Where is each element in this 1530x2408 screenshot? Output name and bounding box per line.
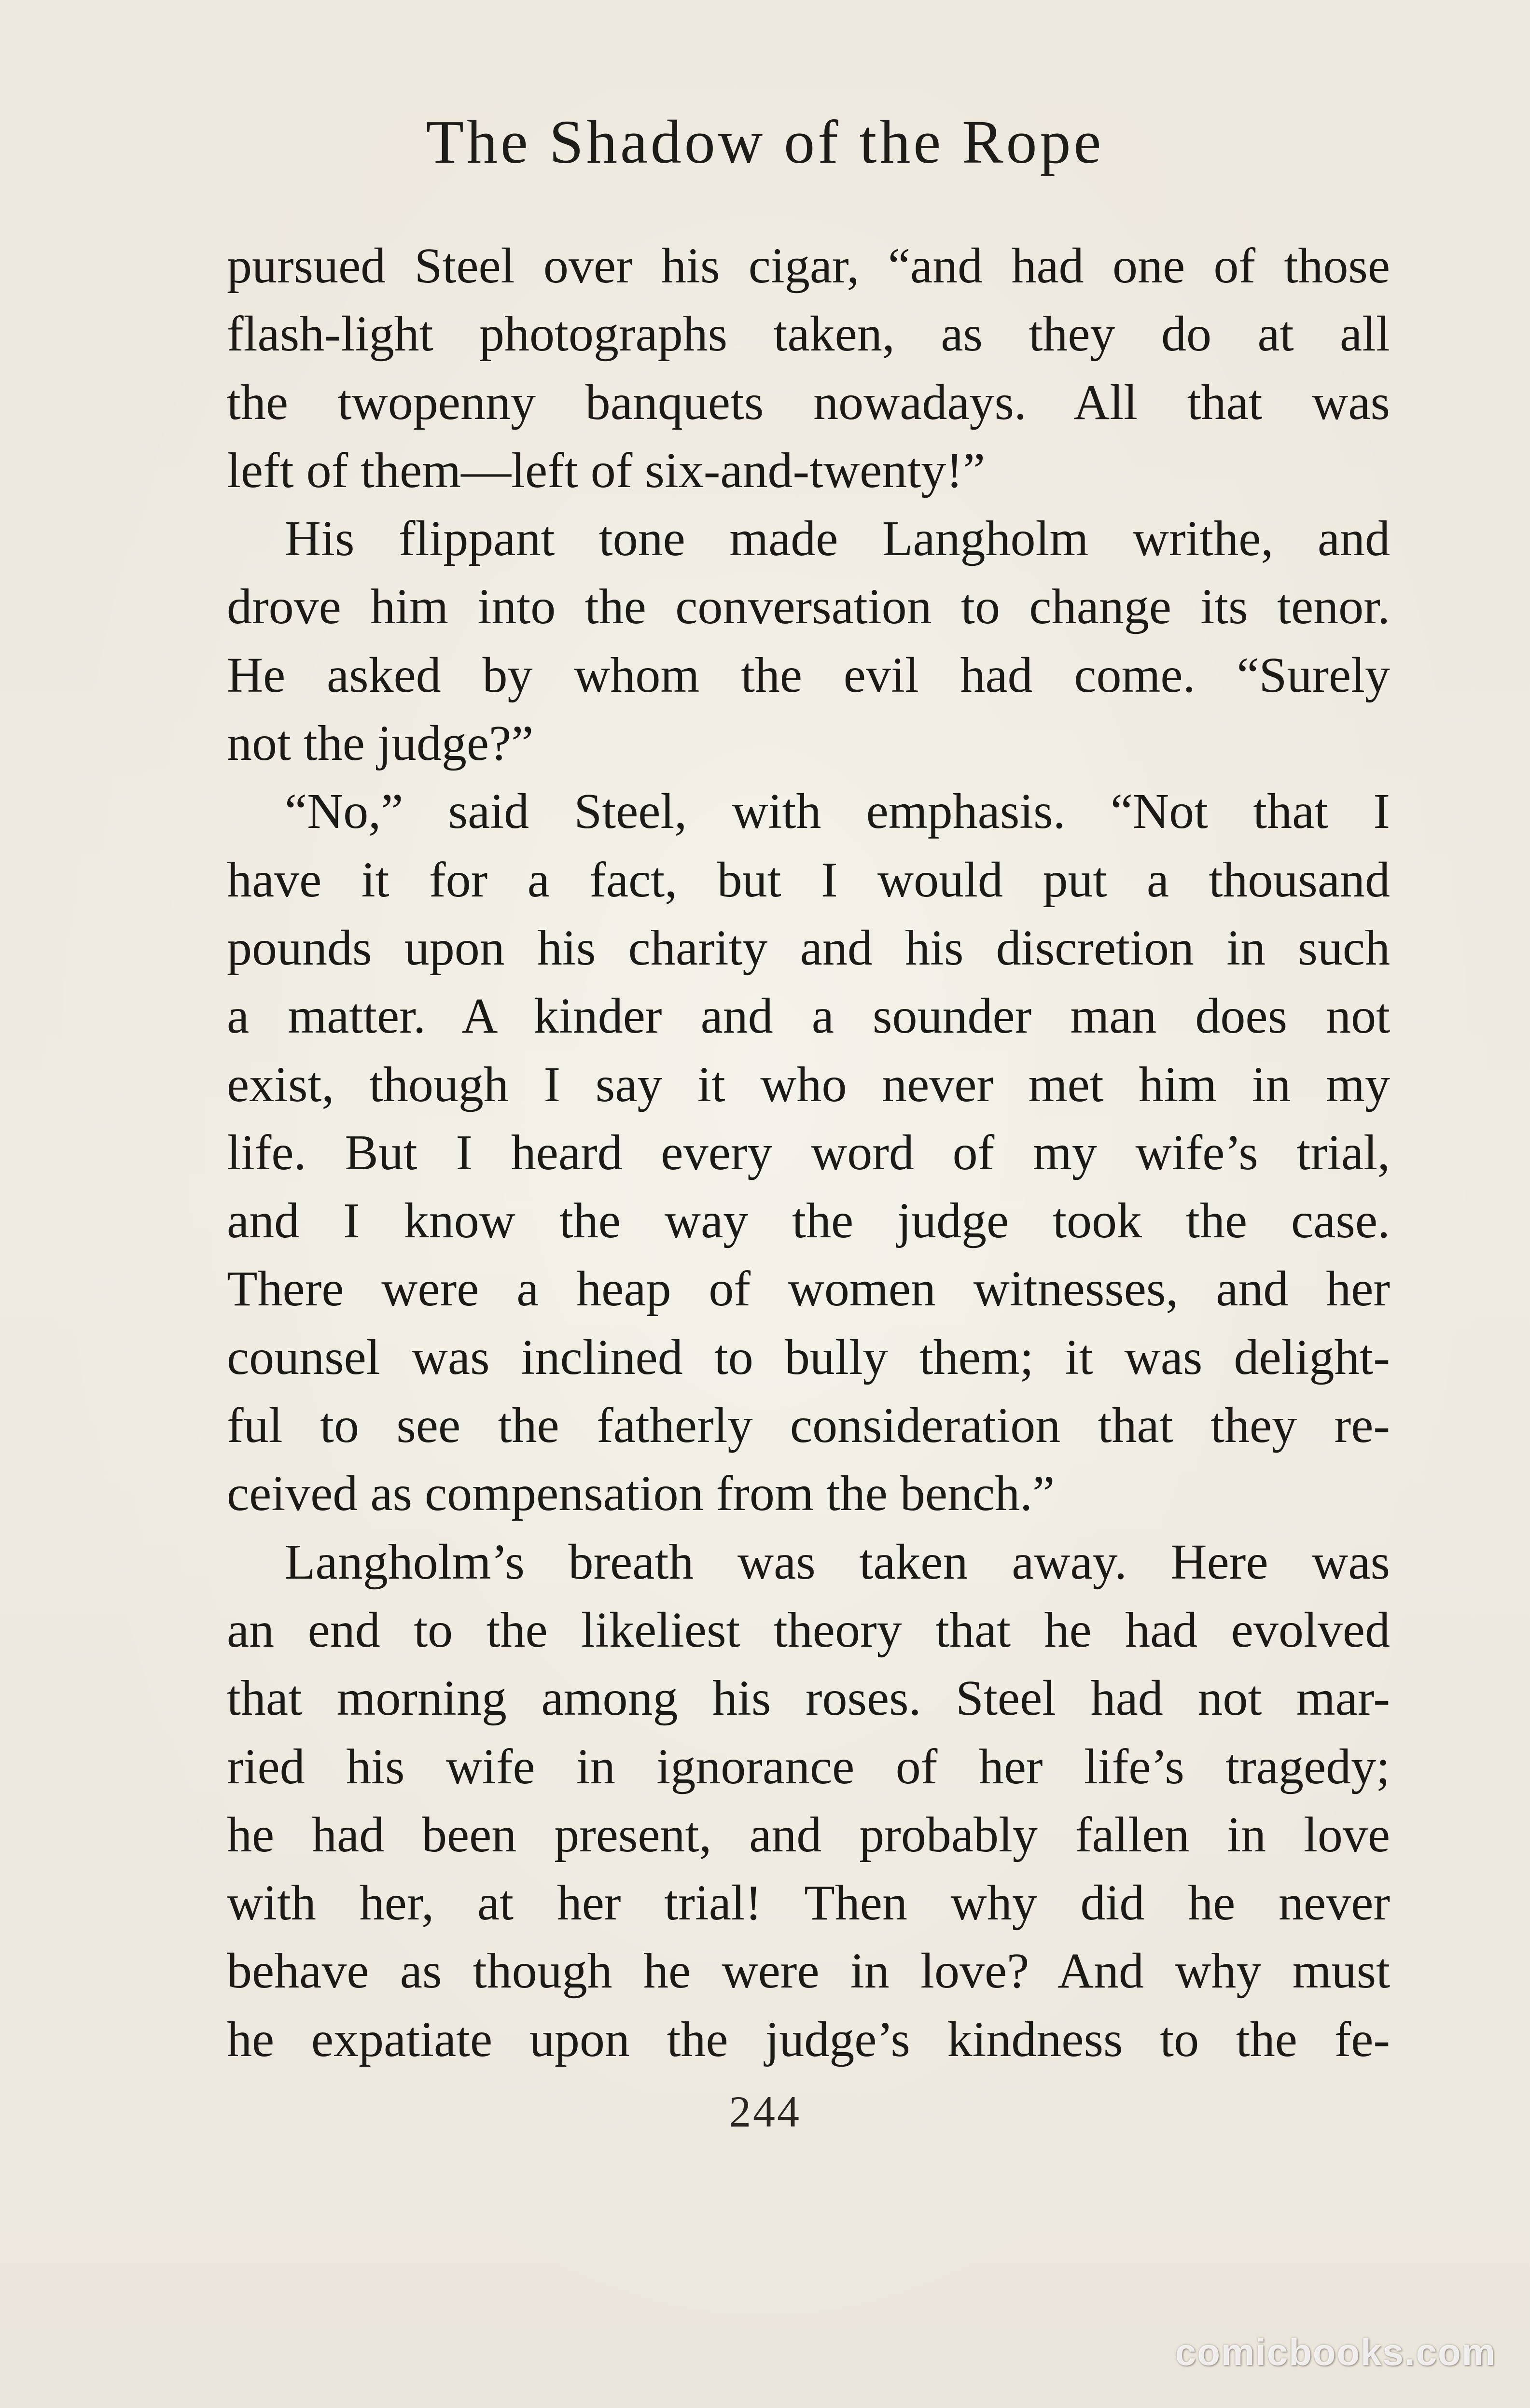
text-line: pursued Steel over his cigar, “and had one of those — [227, 238, 1390, 294]
text-line: have it for a fact, but I would put a thousand — [227, 852, 1390, 908]
text-line: a matter. A kinder and a sounder man does not — [227, 988, 1390, 1044]
text-line: that morning among his roses. Steel had not mar- — [227, 1670, 1390, 1726]
text-line: an end to the likeliest theory that he had evolved — [227, 1602, 1390, 1658]
text-line: ful to see the fatherly consideration that they re- — [227, 1398, 1390, 1454]
watermark: comicbooks.com — [1175, 2331, 1496, 2373]
text-line: pounds upon his charity and his discretion in such — [227, 920, 1390, 976]
text-line: drove him into the conversation to change its tenor. — [227, 579, 1390, 635]
page-number: 244 — [729, 2087, 801, 2136]
text-line: flash-light photographs taken, as they do at all — [227, 306, 1390, 362]
text-line: exist, though I say it who never met him in my — [227, 1056, 1390, 1112]
text-line: life. But I heard every word of my wife’s trial, — [227, 1124, 1390, 1180]
running-head: The Shadow of the Rope — [426, 108, 1104, 176]
text-line: He asked by whom the evil had come. “Surely — [227, 647, 1390, 703]
text-line: ried his wife in ignorance of her life’s tragedy; — [227, 1738, 1390, 1794]
text-line: he had been present, and probably fallen in love — [227, 1806, 1390, 1862]
text-line: with her, at her trial! Then why did he never — [227, 1875, 1390, 1931]
text-line: counsel was inclined to bully them; it was delight- — [227, 1329, 1390, 1385]
text-line: he expatiate upon the judge’s kindness to the fe- — [227, 2011, 1390, 2067]
text-line: ceived as compensation from the bench.” — [227, 1466, 1055, 1522]
text-line: the twopenny banquets nowadays. All that was — [227, 374, 1390, 430]
text-line: His flippant tone made Langholm writhe, and — [285, 511, 1390, 567]
text-line: and I know the way the judge took the case. — [227, 1193, 1390, 1249]
text-line: Langholm’s breath was taken away. Here was — [285, 1534, 1390, 1590]
text-line: “No,” said Steel, with emphasis. “Not that I — [285, 784, 1390, 840]
text-line: left of them—left of six-and-twenty!” — [227, 442, 986, 498]
text-line: not the judge?” — [227, 715, 534, 771]
body-text — [227, 232, 1390, 2073]
text-line: There were a heap of women witnesses, and her — [227, 1261, 1390, 1317]
text-line: behave as though he were in love? And why must — [227, 1943, 1390, 1999]
